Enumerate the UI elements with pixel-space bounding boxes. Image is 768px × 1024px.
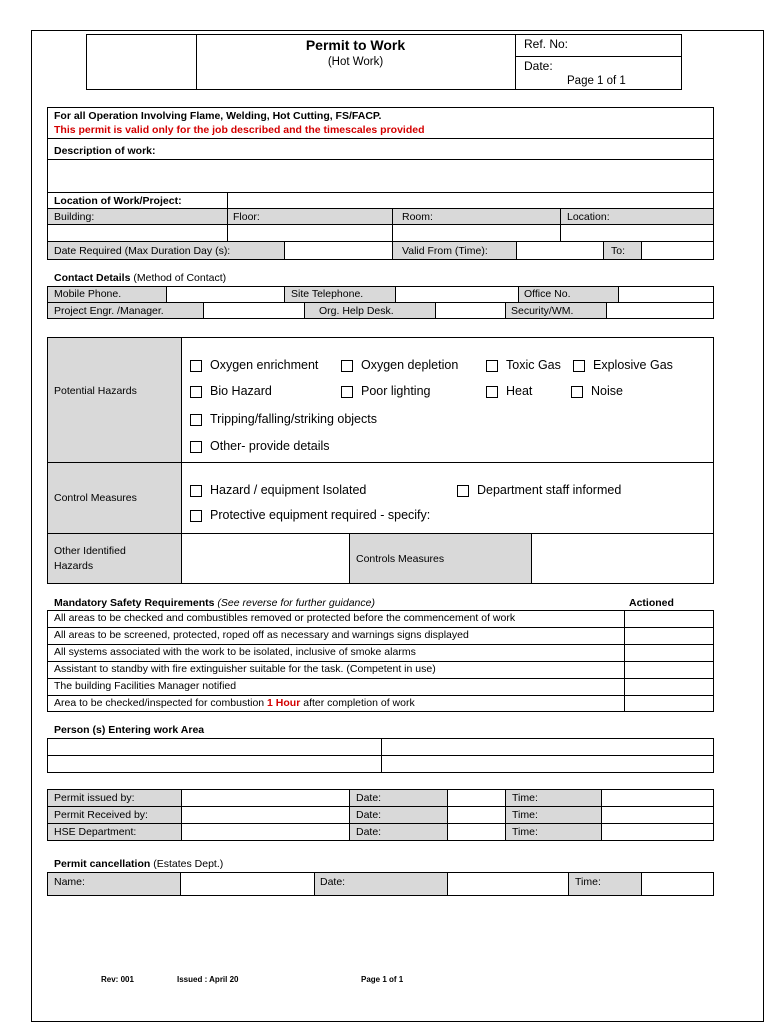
page-subtitle: (Hot Work) [327, 56, 384, 68]
location-label: Location of Work/Project: [54, 195, 182, 207]
mandatory-row-1: All areas to be checked and combustibles removed or protected before the commencement of work [54, 612, 516, 624]
contact-heading: Contact Details (Method of Contact) [54, 272, 227, 284]
hazard-isolated-label: Hazard / equipment Isolated [210, 483, 367, 497]
staff-informed-label: Department staff informed [477, 483, 622, 497]
actioned-heading: Actioned [629, 597, 674, 609]
poor-lighting-checkbox[interactable] [341, 386, 353, 398]
tripping-label: Tripping/falling/striking objects [210, 412, 377, 426]
received-time-label: Time: [512, 809, 538, 821]
received-date-label: Date: [356, 809, 382, 821]
page-title: Permit to Work [305, 37, 406, 53]
mandatory-row-3: All systems associated with the work to be isolated, inclusive of smoke alarms [54, 646, 416, 658]
noise-checkbox[interactable] [571, 386, 583, 398]
heat-checkbox[interactable] [486, 386, 498, 398]
intro-line-1: For all Operation Involving Flame, Welding, Hot Cutting, FS/FACP. [54, 110, 382, 122]
other-hazard-label: Other- provide details [210, 439, 330, 453]
cancel-time-label: Time: [575, 876, 601, 888]
controls-measures-label: Controls Measures [356, 553, 445, 565]
valid-from-label: Valid From (Time): [402, 245, 488, 257]
room-label: Room: [402, 211, 433, 223]
tripping-checkbox[interactable] [190, 414, 202, 426]
site-telephone-label: Site Telephone. [291, 288, 364, 300]
footer-rev: Rev: 001 [101, 975, 134, 984]
oxygen-depletion-label: Oxygen depletion [361, 358, 459, 372]
permit-received-label: Permit Received by: [54, 809, 148, 821]
footer-issued: Issued : April 20 [177, 975, 239, 984]
office-no-label: Office No. [524, 288, 571, 300]
toxic-gas-checkbox[interactable] [486, 360, 498, 372]
staff-informed-checkbox[interactable] [457, 485, 469, 497]
page-number: Page 1 of 1 [567, 75, 626, 87]
control-measures-label: Control Measures [54, 492, 137, 504]
bio-hazard-label: Bio Hazard [210, 384, 272, 398]
hse-time-label: Time: [512, 826, 538, 838]
building-label: Building: [54, 211, 95, 223]
project-manager-label: Project Engr. /Manager. [54, 305, 164, 317]
potential-hazards-label: Potential Hazards [54, 385, 137, 397]
heat-label: Heat [506, 384, 533, 398]
footer-page: Page 1 of 1 [361, 975, 404, 984]
mandatory-row-2: All areas to be screened, protected, roped off as necessary and warnings signs displayed [54, 629, 469, 641]
cancellation-heading: Permit cancellation (Estates Dept.) [54, 858, 224, 870]
bio-hazard-checkbox[interactable] [190, 386, 202, 398]
toxic-gas-label: Toxic Gas [506, 358, 561, 372]
mandatory-heading: Mandatory Safety Requirements (See reverse for further guidance) [54, 597, 375, 609]
persons-heading: Person (s) Entering work Area [54, 724, 205, 736]
mandatory-row-5: The building Facilities Manager notified [54, 680, 237, 692]
protective-equipment-checkbox[interactable] [190, 510, 202, 522]
ref-no-label: Ref. No: [524, 37, 569, 51]
oxygen-enrichment-label: Oxygen enrichment [210, 358, 319, 372]
oxygen-enrichment-checkbox[interactable] [190, 360, 202, 372]
poor-lighting-label: Poor lighting [361, 384, 431, 398]
permit-issued-label: Permit issued by: [54, 792, 135, 804]
help-desk-label: Org. Help Desk. [319, 305, 394, 317]
oxygen-depletion-checkbox[interactable] [341, 360, 353, 372]
mandatory-row-4: Assistant to standby with fire extinguisher suitable for the task. (Competent in use) [54, 663, 436, 675]
hazard-isolated-checkbox[interactable] [190, 485, 202, 497]
issued-date-label: Date: [356, 792, 382, 804]
other-hazards-label-1: Other Identified [54, 545, 126, 557]
mobile-phone-label: Mobile Phone. [54, 288, 122, 300]
header-date-label: Date: [524, 59, 553, 73]
floor-label: Floor: [233, 211, 260, 223]
other-hazard-checkbox[interactable] [190, 441, 202, 453]
issued-time-label: Time: [512, 792, 538, 804]
security-label: Security/WM. [511, 305, 574, 317]
hse-date-label: Date: [356, 826, 382, 838]
date-required-label: Date Required (Max Duration Day (s): [54, 245, 231, 257]
description-label: Description of work: [54, 145, 156, 157]
mandatory-row-6: Area to be checked/inspected for combustion 1 Hour after completion of work [54, 697, 415, 709]
other-hazards-label-2: Hazards [54, 560, 94, 572]
valid-to-label: To: [611, 245, 626, 257]
explosive-gas-label: Explosive Gas [593, 358, 673, 372]
hse-department-label: HSE Department: [54, 826, 137, 838]
location-field-label: Location: [567, 211, 610, 223]
cancel-date-label: Date: [320, 876, 346, 888]
protective-equipment-label: Protective equipment required - specify: [210, 508, 431, 522]
cancel-name-label: Name: [54, 876, 85, 888]
explosive-gas-checkbox[interactable] [573, 360, 585, 372]
intro-line-2: This permit is valid only for the job described and the timescales provided [54, 124, 425, 136]
noise-label: Noise [591, 384, 623, 398]
